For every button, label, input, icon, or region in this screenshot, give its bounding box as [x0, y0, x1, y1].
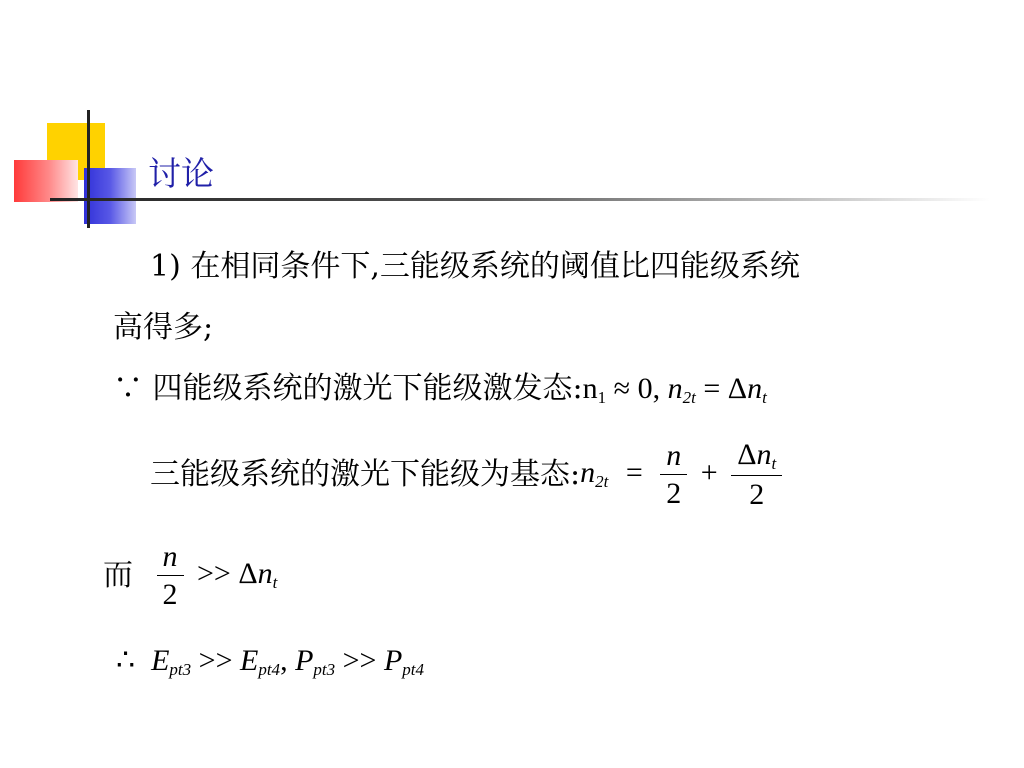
decor-vertical-line: [87, 110, 90, 228]
E-pt4-subscript: pt4: [258, 660, 281, 679]
n1-letter: n: [582, 372, 598, 405]
equals-sign: =: [625, 455, 643, 489]
nt-subscript-3: t: [272, 572, 278, 592]
plus-sign: +: [700, 455, 718, 489]
equals-delta: = Δ: [695, 372, 748, 405]
E-pt4-letter: E: [240, 644, 259, 677]
fraction-numerator-2: [731, 440, 782, 476]
fraction-denominator-2: 2: [749, 478, 765, 511]
three-level-text: 三能级系统的激光下能级为基态:: [150, 457, 581, 492]
n2t-subscript-2: 2t: [595, 471, 609, 491]
approx-zero: ≈ 0,: [606, 372, 668, 405]
n2t-letter-2: n: [580, 455, 596, 489]
much-greater-1: >>: [191, 644, 240, 677]
statement-line-2: 高得多;: [113, 310, 214, 345]
fraction-denominator: 2: [666, 477, 682, 510]
fraction-delta-nt-over-2: [731, 440, 782, 510]
E-pt3-letter: E: [151, 644, 170, 677]
therefore-equation: [151, 644, 424, 677]
because-symbol: ∵: [113, 371, 143, 406]
therefore-line: [116, 643, 425, 679]
fraction-numerator: n: [660, 441, 687, 475]
much-greater-2: >>: [335, 644, 384, 677]
slide-title: 讨论: [148, 154, 214, 193]
much-greater-delta: >> Δ: [197, 556, 258, 590]
nt-letter: n: [747, 372, 763, 405]
nt-letter-3: n: [257, 556, 273, 590]
nt-subscript: t: [762, 388, 767, 407]
fraction-numerator-b: n: [157, 542, 184, 576]
n1-subscript: 1: [597, 388, 607, 407]
three-level-line: [150, 440, 782, 510]
therefore-symbol: ∴: [116, 643, 136, 678]
and-line: [103, 542, 277, 610]
title-underline: [50, 198, 990, 201]
nt-subscript-2: t: [771, 454, 777, 473]
four-level-line: [113, 371, 767, 407]
comma: ,: [280, 644, 296, 677]
fraction-n-over-2-b: [157, 542, 184, 610]
fraction-n-over-2: [660, 441, 687, 509]
delta-symbol: Δ: [737, 438, 757, 471]
fraction-denominator-b: 2: [162, 578, 178, 611]
P-pt3-letter: P: [295, 644, 314, 677]
P-pt4-letter: P: [383, 644, 403, 677]
decor-blue-square: [84, 168, 136, 224]
four-level-equation: [583, 372, 767, 405]
and-equation: [149, 540, 278, 611]
and-text: 而: [103, 558, 133, 593]
nt-letter-2: n: [756, 438, 772, 471]
P-pt4-subscript: pt4: [402, 660, 425, 679]
four-level-text: 四能级系统的激光下能级激发态:: [152, 371, 583, 406]
three-level-equation: [580, 438, 782, 511]
n2t-subscript: 2t: [682, 388, 696, 407]
statement-line-1: 1) 在相同条件下,三能级系统的阈值比四能级系统: [150, 249, 800, 284]
E-pt3-subscript: pt3: [169, 660, 192, 679]
P-pt3-subscript: pt3: [313, 660, 336, 679]
n2t-letter: n: [667, 372, 683, 405]
decor-red-square: [14, 160, 78, 202]
